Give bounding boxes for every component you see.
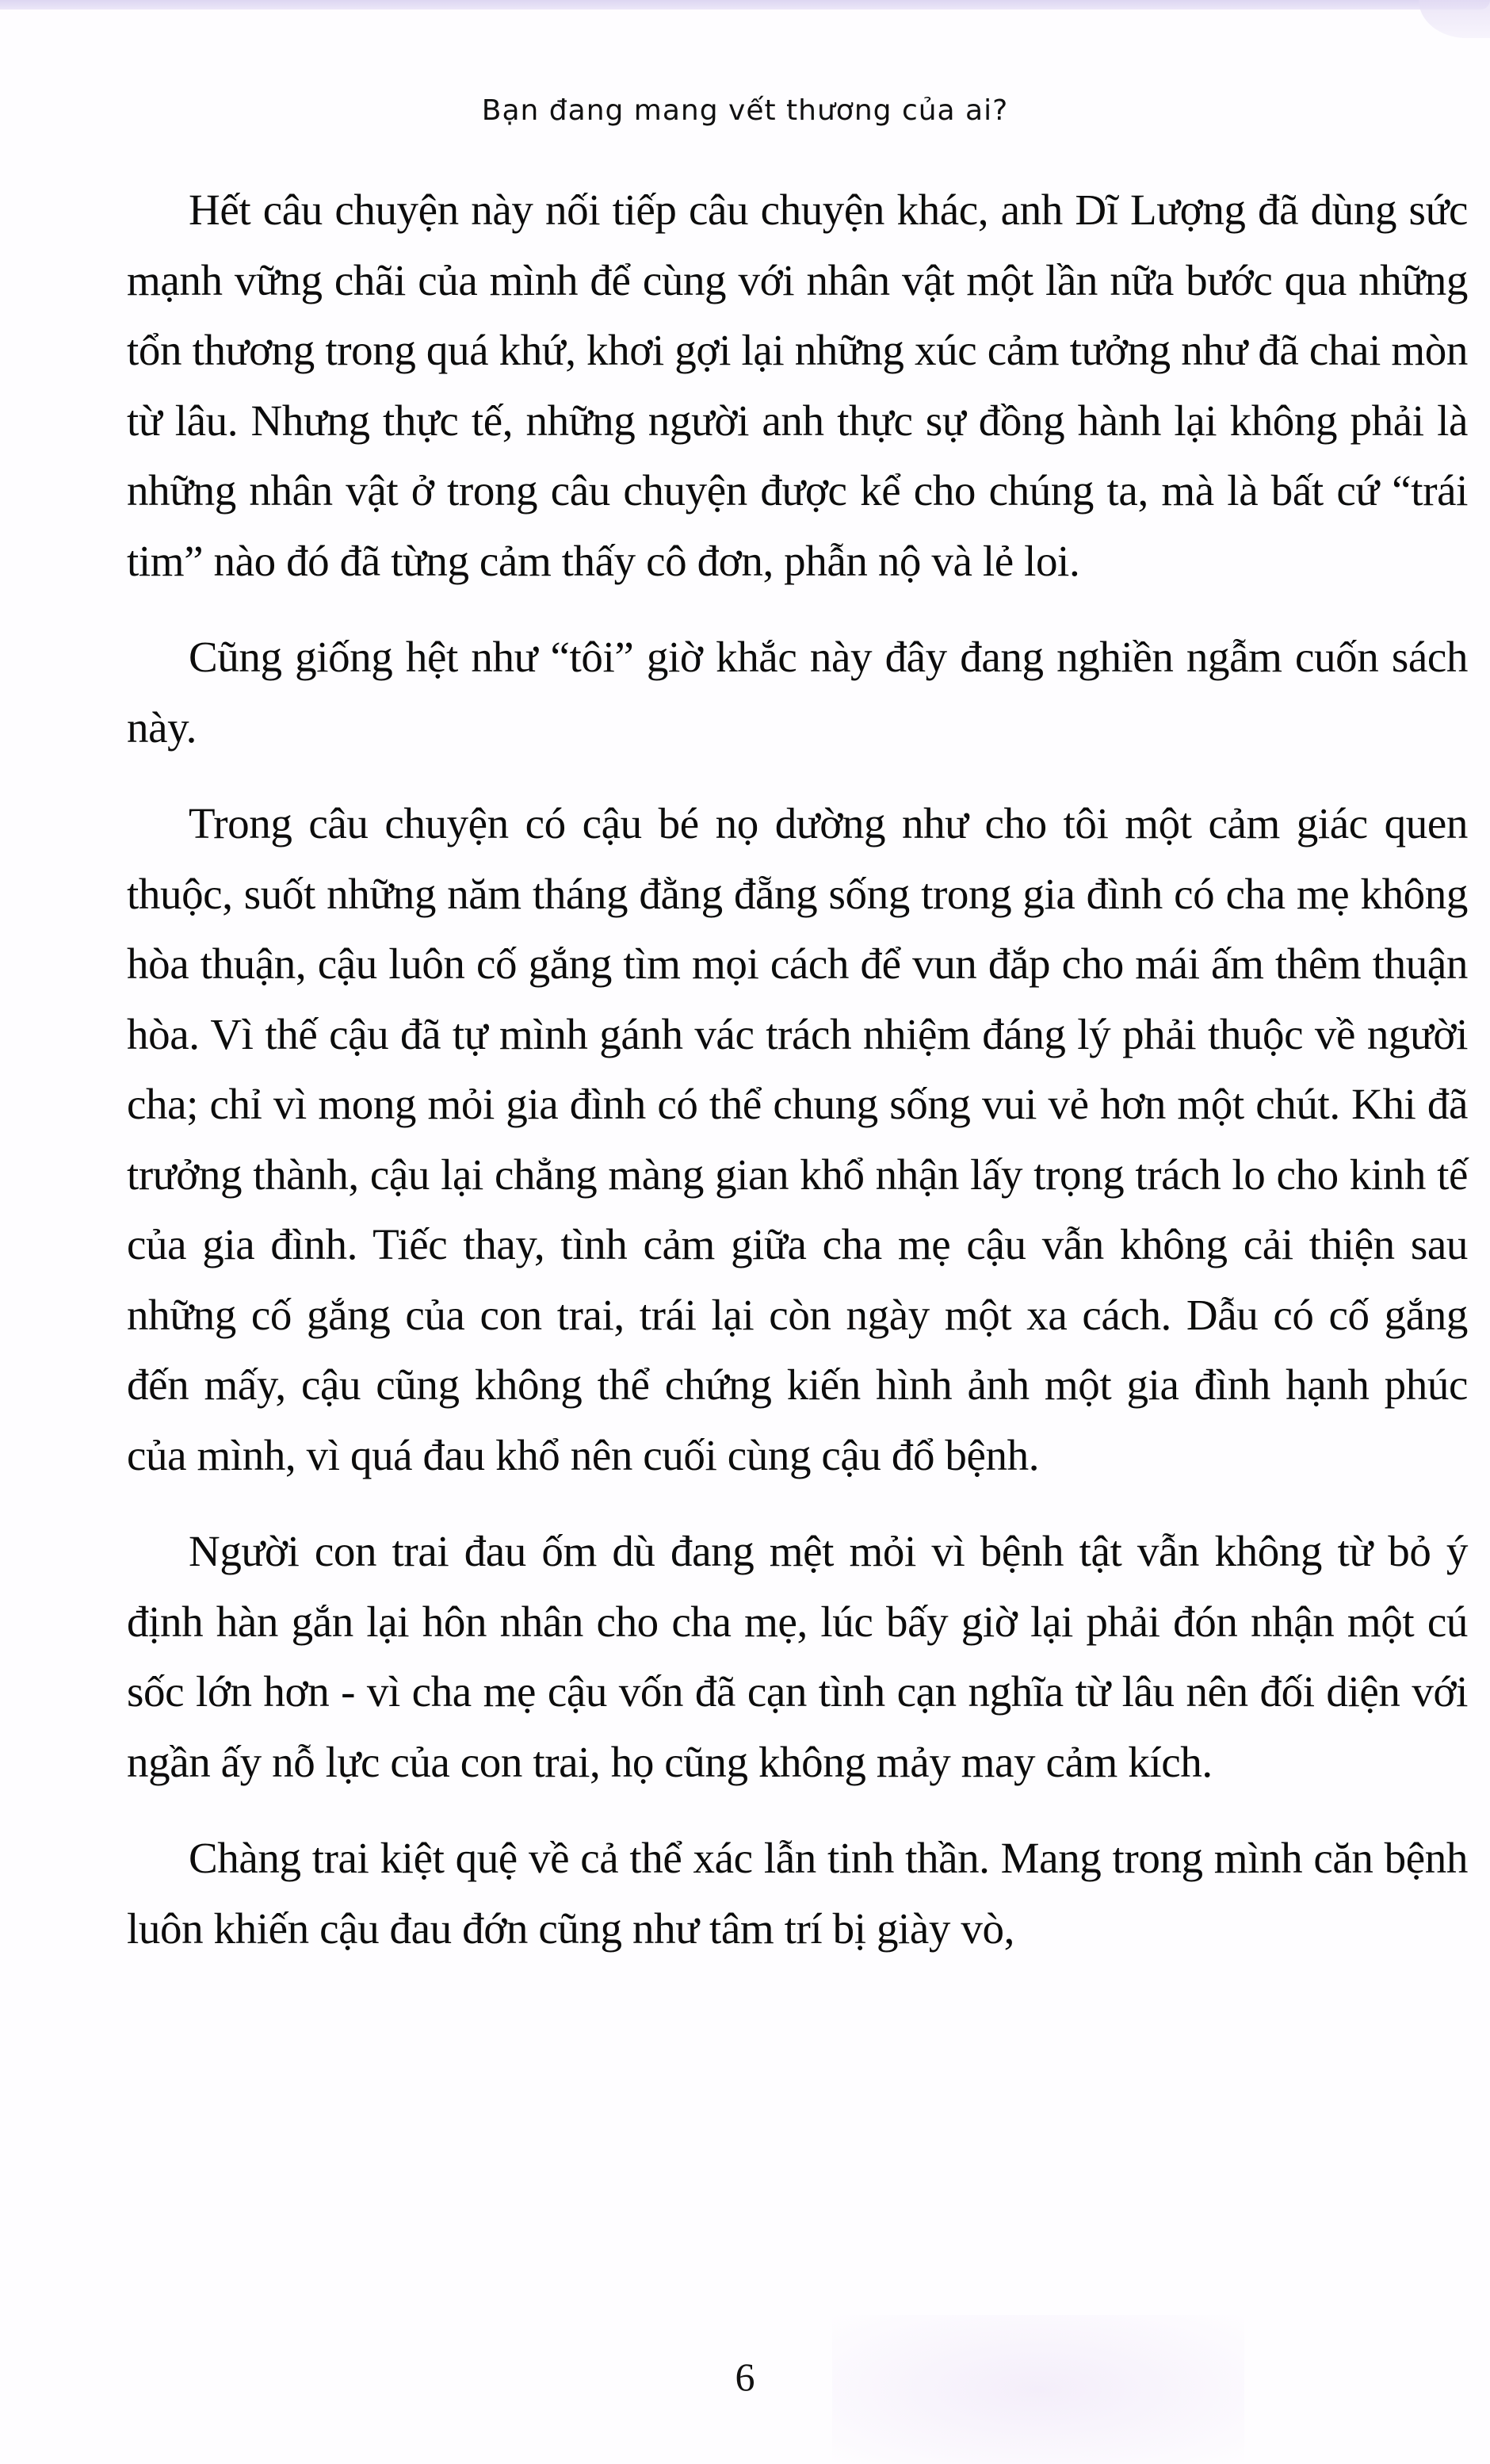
body-text bbox=[127, 175, 1468, 1964]
paragraph: Trong câu chuyện có cậu bé nọ dường như cho tôi một cảm giác quen thuộc, suốt những năm tháng đằng đẵng sống trong gia đình có cha mẹ không hòa thuận, cậu luôn cố gắng tìm mọi cách để vun đắp cho mái ấm thêm thuận hòa. Vì thế cậu đã tự mình gánh vác trách nhiệm đáng lý phải thuộc về người cha; chỉ vì mong mỏi gia đình có thể chung sống vui vẻ hơn một chút. Khi đã trưởng thành, cậu lại chẳng màng gian khổ nhận lấy trọng trách lo cho kinh tế của gia đình. Tiếc thay, tình cảm giữa cha mẹ cậu vẫn không cải thiện sau những cố gắng của con trai, trái lại còn ngày một xa cách. Dẫu có cố gắng đến mấy, cậu cũng không thể chứng kiến hình ảnh một gia đình hạnh phúc của mình, vì quá đau khổ nên cuối cùng cậu đổ bệnh. bbox=[127, 799, 1468, 1479]
scan-edge-band bbox=[0, 0, 1490, 10]
paragraph: Hết câu chuyện này nối tiếp câu chuyện khác, anh Dĩ Lượng đã dùng sức mạnh vững chãi của mình để cùng với nhân vật một lần nữa bước qua những tổn thương trong quá khứ, khơi gợi lại những xúc cảm tưởng như đã chai mòn từ lâu. Nhưng thực tế, những người anh thực sự đồng hành lại không phải là những nhân vật ở trong câu chuyện được kể cho chúng ta, mà là bất cứ “trái tim” nào đó đã từng cảm thấy cô đơn, phẫn nộ và lẻ loi. bbox=[127, 186, 1468, 585]
running-header-title: Bạn đang mang vết thương của ai? bbox=[481, 94, 1009, 127]
paragraph: Chàng trai kiệt quệ về cả thể xác lẫn tinh thần. Mang trong mình căn bệnh luôn khiến cậu đau đớn cũng như tâm trí bị giày vò, bbox=[127, 1834, 1468, 1953]
scan-corner-shadow bbox=[1419, 0, 1490, 38]
paragraph: Người con trai đau ốm dù đang mệt mỏi vì bệnh tật vẫn không từ bỏ ý định hàn gắn lại hôn nhân cho cha mẹ, lúc bấy giờ lại phải đón nhận một cú sốc lớn hơn - vì cha mẹ cậu vốn đã cạn tình cạn nghĩa từ lâu nên đối diện với ngần ấy nỗ lực của con trai, họ cũng không mảy may cảm kích. bbox=[127, 1527, 1468, 1786]
paragraph: Cũng giống hệt như “tôi” giờ khắc này đây đang nghiền ngẫm cuốn sách này. bbox=[127, 633, 1468, 752]
page-number: 6 bbox=[735, 2355, 755, 2399]
